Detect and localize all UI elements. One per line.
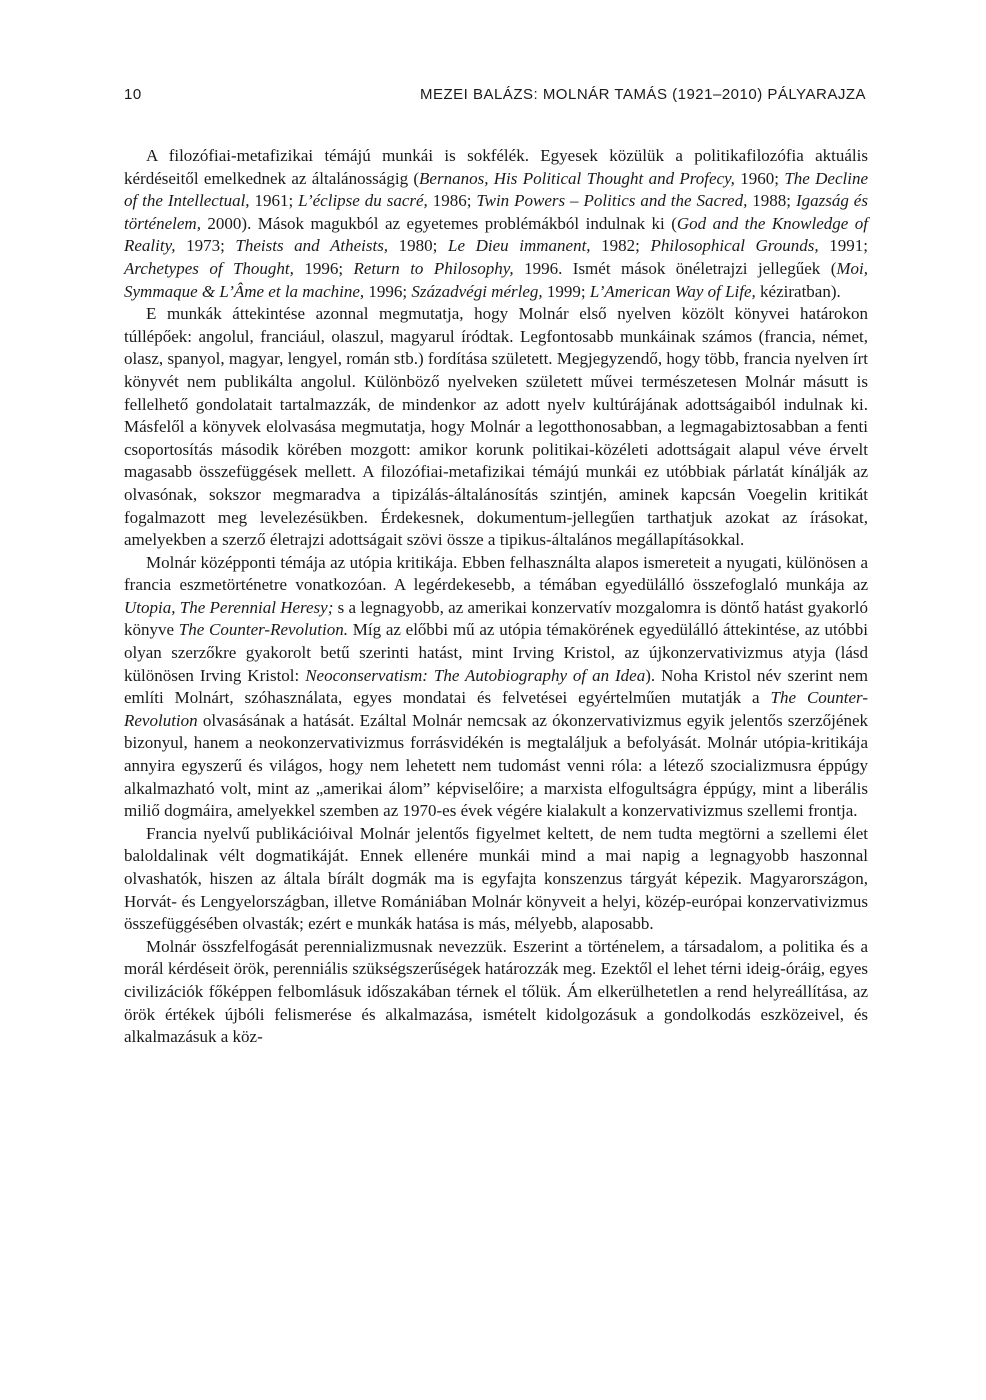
italic-title: Bernanos, His Political Thought and Profecy, bbox=[419, 168, 735, 188]
text-run: 2000). Mások magukból az egyetemes problémákból indulnak ki ( bbox=[200, 213, 677, 233]
text-run: 1996. Ismét mások önéletrajzi jellegűek ( bbox=[513, 258, 837, 278]
text-run: Míg az előbbi mű az utópia témakörének egyedülálló áttekintése, az utóbbi olyan szerzőkre gyakorolt betű szerinti hatást, mint Irving Kristol, az újkonzervativizmus atyja (lásd különösen Irving Kristol: bbox=[124, 620, 868, 685]
text-run: 1988; bbox=[747, 191, 796, 211]
page-number: 10 bbox=[124, 86, 142, 103]
text-run: 1991; bbox=[818, 236, 868, 256]
italic-title: The Counter-Revolution. bbox=[178, 620, 348, 640]
paragraph bbox=[124, 936, 868, 1049]
text-run: ). Noha Kristol név szerint nem említi Molnárt, szóhasználata, egyes mondatai és felvetései egyértelműen mutatják a bbox=[124, 665, 868, 708]
text-run: olvasásának a hatását. Ezáltal Molnár nemcsak az ókonzervativizmus egyik jelentős szerzőjének bizonyul, hanem a neokonzervativizmus forrásvidékén is megtaláljuk a befolyását. Molnár utópia-kritikája annyira egyszerű és világos, hogy nem lehetett nem tudomást venni róla: a létező szocializmusra éppúgy alkalmazható volt, mint az „amerikai álom” képviselőire; a marxista elfogultságra éppúgy, mint a liberális miliő dogmáira, amelyekkel szemben az 1970-es évek végére kialakult a konzervativizmus szellemi frontja. bbox=[124, 710, 868, 821]
italic-title: Philosophical Grounds, bbox=[650, 236, 819, 256]
paragraph bbox=[124, 145, 868, 303]
text-run: A filozófiai-metafizikai témájú munkái is sokfélék. Egyesek közülük a politikafilozófia aktuális kérdéseitől emelkednek az általánosságig ( bbox=[124, 146, 868, 188]
italic-title: Neoconservatism: The Autobiography of an Idea bbox=[305, 665, 646, 685]
paragraph bbox=[124, 823, 868, 936]
text-run: E munkák áttekintése azonnal megmutatja, hogy Molnár első nyelven közölt könyvei határokon túllépőek: angolul, franciául, olaszul, magyarul íródtak. Legfontosabb munkáinak számos (francia, német, olasz, spanyol, magyar, lengyel, román stb.) fordítása született. Megjegyzendő, hogy több, francia nyelven írt könyvét nem publikálta angolul. Különböző nyelveken született művei természetesen Molnár másutt is fellelhető gondolatait tartalmazzák, de mindenkor az adott nyelv kultúrájának adottságaiból indulnak ki. Másfelől a könyvek elolvasása megmutatja, hogy Molnár a legotthonosabban, a legmagabiztosabban a fenti csoportosítás második körében mozgott: amikor korunk politikai-közéleti adottságait alapul véve érvelt magasabb összefüggések mellett. A filozófiai-metafizikai témájú munkái ez utóbbiak párlatát kínálják az olvasónak, sokszor megmaradva a tipizálás-általánosítás szintjén, aminek kapcsán Voegelin kritikát fogalmazott meg levelezésükben. Érdekesnek, dokumentum-jellegűen tarthatjuk azokat az írásokat, amelyekben a szerző életrajzi adottságait szövi össze a tipikus-általános megállapításokkal. bbox=[124, 304, 868, 550]
running-header bbox=[124, 86, 866, 108]
italic-title: Moi, Symmaque & L’Âme et la machine, bbox=[124, 258, 869, 301]
text-run: 1980; bbox=[388, 236, 448, 256]
text-run: 1999; bbox=[542, 281, 590, 301]
text-run: 1996; bbox=[293, 258, 354, 278]
text-run: Francia nyelvű publikációival Molnár jelentős figyelmet keltett, de nem tudta megtörni a szellemi élet baloldalinak vélt dogmatikáját. Ennek ellenére munkái mind a mai napig a legnagyobb haszonnal olvashatók, hiszen az általa bírált dogmák ma is egyfajta konszenzus tárgyát képezik. Magyarországon, Horvát- és Lengyelországban, illetve Romániában Molnár könyveit a helyi, közép-európai konzervativizmus összefüggésében olvasták; ezért e munkák hatása is más, mélyebb, alaposabb. bbox=[124, 823, 868, 934]
italic-title: L’American Way of Life, bbox=[589, 281, 756, 301]
text-run: 1961; bbox=[249, 191, 299, 211]
italic-title: Századvégi mérleg, bbox=[411, 281, 543, 301]
text-run: Molnár összfelfogását perennializmusnak nevezzük. Eszerint a történelem, a társadalom, a politika és a morál kérdéseit örök, perenniális szükségszerűségek határozzák meg. Ezektől el lehet térni ideig-óráig, egyes civilizációk főképpen felbomlásuk időszakában térnek el tőlük. Ám elkerülhetetlen a rend helyreállítása, az örök értékek újbóli felismerése és alkalmazása, ismételt kidolgozásuk a gondolkodás eszközeivel, és alkalmazásuk a köz- bbox=[124, 936, 868, 1047]
italic-title: God and the Knowledge of Reality, bbox=[124, 213, 869, 256]
italic-title: Return to Philosophy, bbox=[353, 258, 514, 278]
paragraph bbox=[124, 303, 868, 552]
italic-title: L’éclipse du sacré, bbox=[298, 191, 428, 211]
text-run: kéziratban). bbox=[755, 281, 841, 301]
text-run: 1960; bbox=[734, 168, 785, 188]
text-run: 1973; bbox=[175, 236, 236, 256]
italic-title: Theists and Atheists, bbox=[235, 236, 389, 256]
italic-title: Utopia, The Perennial Heresy; bbox=[124, 597, 334, 617]
italic-title: Twin Powers – Politics and the Sacred, bbox=[476, 191, 748, 211]
paragraph bbox=[124, 552, 868, 823]
text-run: Molnár középponti témája az utópia kritikája. Ebben felhasználta alapos ismereteit a nyugati, különösen a francia eszmetörténetre vonatkozóan. A legérdekesebb, a témában egyedülálló összefoglaló munkája az bbox=[124, 552, 868, 595]
text-run: 1986; bbox=[427, 191, 477, 211]
italic-title: Igazság és történelem, bbox=[124, 191, 868, 233]
text-run: 1996; bbox=[364, 281, 412, 301]
italic-title: Archetypes of Thought, bbox=[124, 258, 294, 278]
text-run: 1982; bbox=[590, 236, 651, 256]
italic-title: The Decline of the Intellectual, bbox=[124, 168, 868, 211]
running-title: MEZEI BALÁZS: MOLNÁR TAMÁS (1921–2010) PÁLYARAJZA bbox=[419, 86, 866, 103]
italic-title: Le Dieu immanent, bbox=[448, 236, 591, 256]
italic-title: The Counter-Revolution bbox=[124, 688, 868, 730]
text-run: s a legnagyobb, az amerikai konzervatív mozgalomra is döntő hatást gyakorló könyve bbox=[124, 597, 868, 640]
body-text bbox=[124, 145, 868, 1049]
